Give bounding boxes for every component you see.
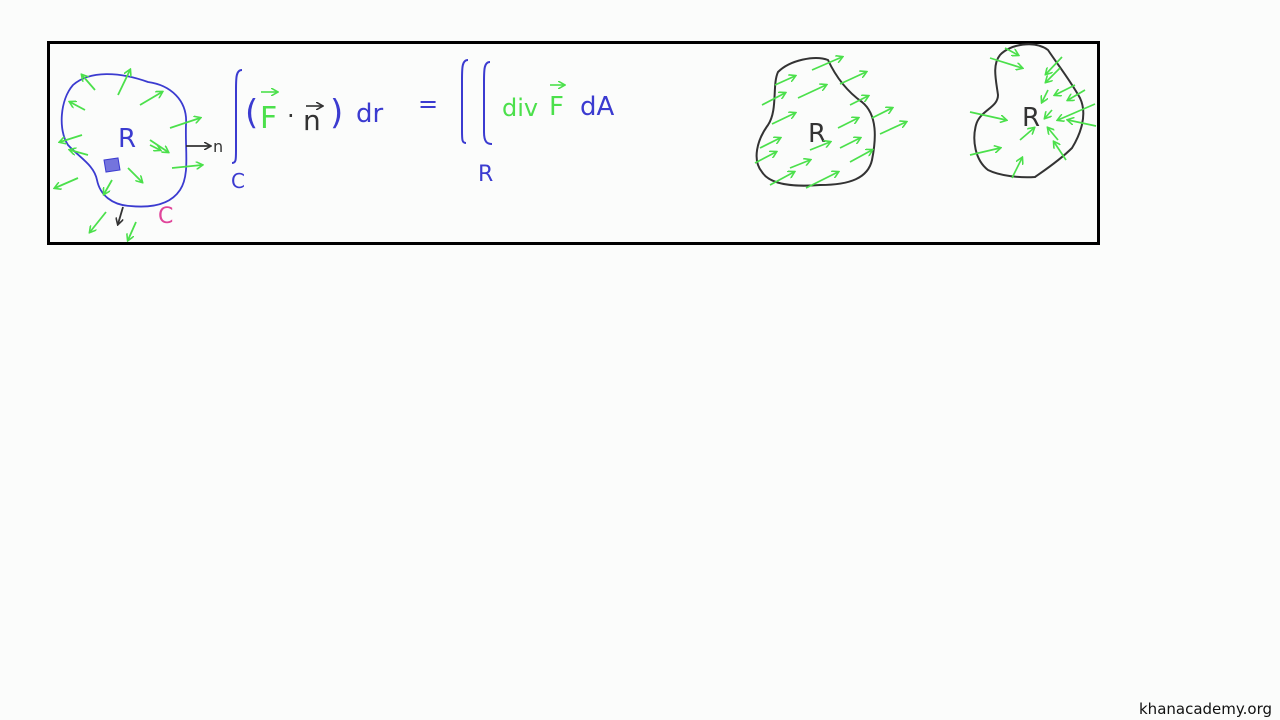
lhs-close-paren: ) [330,93,344,133]
divergence-theorem-equation [231,60,615,193]
region-label-r-3: R [1022,103,1041,133]
frame-box [49,43,1099,244]
line-integral-lower-limit: C [231,169,245,193]
lhs-dot: · [287,102,295,130]
region-label-r-2: R [808,119,827,149]
lhs-open-paren: ( [245,93,259,133]
rhs-field-f: F [549,92,564,122]
vector-field-arrows-1 [55,70,202,240]
double-integral-lower-limit: R [478,162,494,187]
lhs-normal-n: n [303,104,321,137]
figure-region-with-curve [55,70,223,240]
double-integral-sign-1 [462,60,468,143]
normal-label-n: n [213,137,224,156]
curve-label-c: C [158,204,174,229]
rhs-differential-da: dA [580,92,615,122]
small-area-patch [104,158,120,172]
lhs-differential-dr: dr [356,99,384,129]
normal-vector-arrow-bottom [118,207,123,224]
rhs-div-operator: div [502,94,539,122]
region-label-r: R [118,124,137,154]
figure-uniform-field-region [755,57,906,188]
equals-sign: = [418,90,439,118]
khanacademy-watermark: khanacademy.org [1139,700,1272,718]
double-integral-sign-2 [484,62,492,144]
figure-converging-field-region [970,44,1096,178]
line-integral-sign [232,70,242,163]
vector-field-arrows-2 [755,57,906,188]
lhs-field-f: F [260,101,278,136]
